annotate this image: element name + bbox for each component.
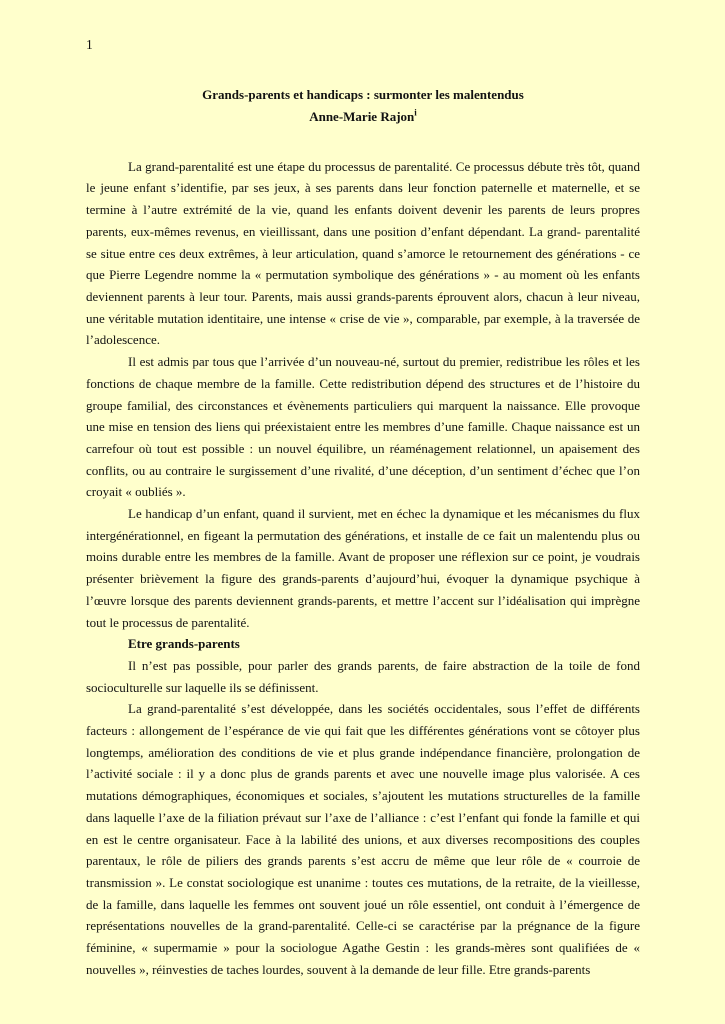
paragraph-1: La grand-parentalité est une étape du processus de parentalité. Ce processus débute très tôt, quand le jeune enfant s’identifie, par ses jeux, à ses parents dans leur fonction paternelle et maternelle, et se termine à l’autre extrémité de la vie, quand les enfants doivent devenir les parents de leurs propres parents, eux-mêmes revenus, en vieillissant, dans une position d’enfant dépendant. La grand- parentalité se situe entre ces deux extrêmes, à leur articulation, quand s’amorce le retournement des générations - ce que Pierre Legendre nomme la « permutation symbolique des générations » - au moment où les enfants deviennent parents à leur tour. Parents, mais aussi grands-parents éprouvent alors, chacun à leur niveau, une véritable mutation identitaire, une intense « crise de vie », comparable, par exemple, à la traversée de l’adolescence.	[86, 158, 640, 348]
paragraph-4: Il n’est pas possible, pour parler des grands parents, de faire abstraction de la toile de fond socioculturelle sur laquelle ils se définissent.	[86, 657, 640, 695]
author-name: Anne-Marie Rajon	[309, 108, 415, 124]
document-title: Grands-parents et handicaps : surmonter les malentendus	[202, 86, 524, 102]
title-block	[86, 85, 640, 127]
paragraph-3: Le handicap d’un enfant, quand il survient, met en échec la dynamique et les mécanismes du flux intergénérationnel, en figeant la permutation des générations, et installe de ce fait un malentendu plus ou moins durable entre les membres de la famille. Avant de proposer une réflexion sur ce point, je voudrais présenter brièvement la figure des grands-parents d’aujourd’hui, évoquer la dynamique psychique à l’œuvre lorsque des parents deviennent grands-parents, et mettre l’accent sur l’idéalisation qui imprègne tout le processus de parentalité.	[86, 506, 640, 630]
paragraph-2: Il est admis par tous que l’arrivée d’un nouveau-né, surtout du premier, redistribue les rôles et les fonctions de chaque membre de la famille. Cette redistribution dépend des structures et de l’histoire du groupe familial, des circonstances et évènements particuliers qui marquent la naissance. Elle provoque une mise en tension des liens qui préexistaient entre les membres d’une famille. Chaque naissance est un carrefour où tout est possible : un nouvel équilibre, un réaménagement relationnel, un apaisement des conflits, ou au contraire le surgissement d’une rivalité, d’une déception, d’un sentiment d’échec que l’on croyait « oubliés ».	[86, 354, 640, 500]
footnote-marker: i	[414, 107, 417, 118]
author-line	[86, 107, 640, 127]
section-heading: Etre grands-parents	[128, 636, 240, 652]
page-number: 1	[86, 37, 93, 52]
document-body	[86, 156, 640, 981]
paragraph-5: La grand-parentalité s’est développée, dans les sociétés occidentales, sous l’effet de différents facteurs : allongement de l’espérance de vie qui fait que les différentes générations vont se côtoyer plus longtemps, amélioration des conditions de vie et plus grande indépendance financière, prolongation de l’activité sociale : il y a donc plus de grands parents et avec une nouvelle image plus valorisée. A ces mutations démographiques, économiques et sociales, s’ajoutent les mutations structurelles de la famille dans laquelle l’axe de la filiation prévaut sur l’axe de l’alliance : c’est l’enfant qui fonde la famille et qui en est le centre organisateur. Face à la labilité des unions, et aux diverses recompositions des couples parentaux, le rôle de piliers des grands parents s’est accru de même que leur rôle de « courroie de transmission ». Le constat sociologique est unanime : toutes ces mutations, de la retraite, de la vieillesse, de la famille, dans laquelle les femmes ont souvent joué un rôle essentiel, ont conduit à l’émergence de représentations nouvelles de la grand-parentalité. Celle-ci se caractérise par la prégnance de la figure féminine, « supermamie » pour la sociologue Agathe Gestin : les grands-mères sont qualifiées de « nouvelles », réinvesties de taches lourdes, souvent à la demande de leur fille. Etre grands-parents	[86, 701, 640, 977]
